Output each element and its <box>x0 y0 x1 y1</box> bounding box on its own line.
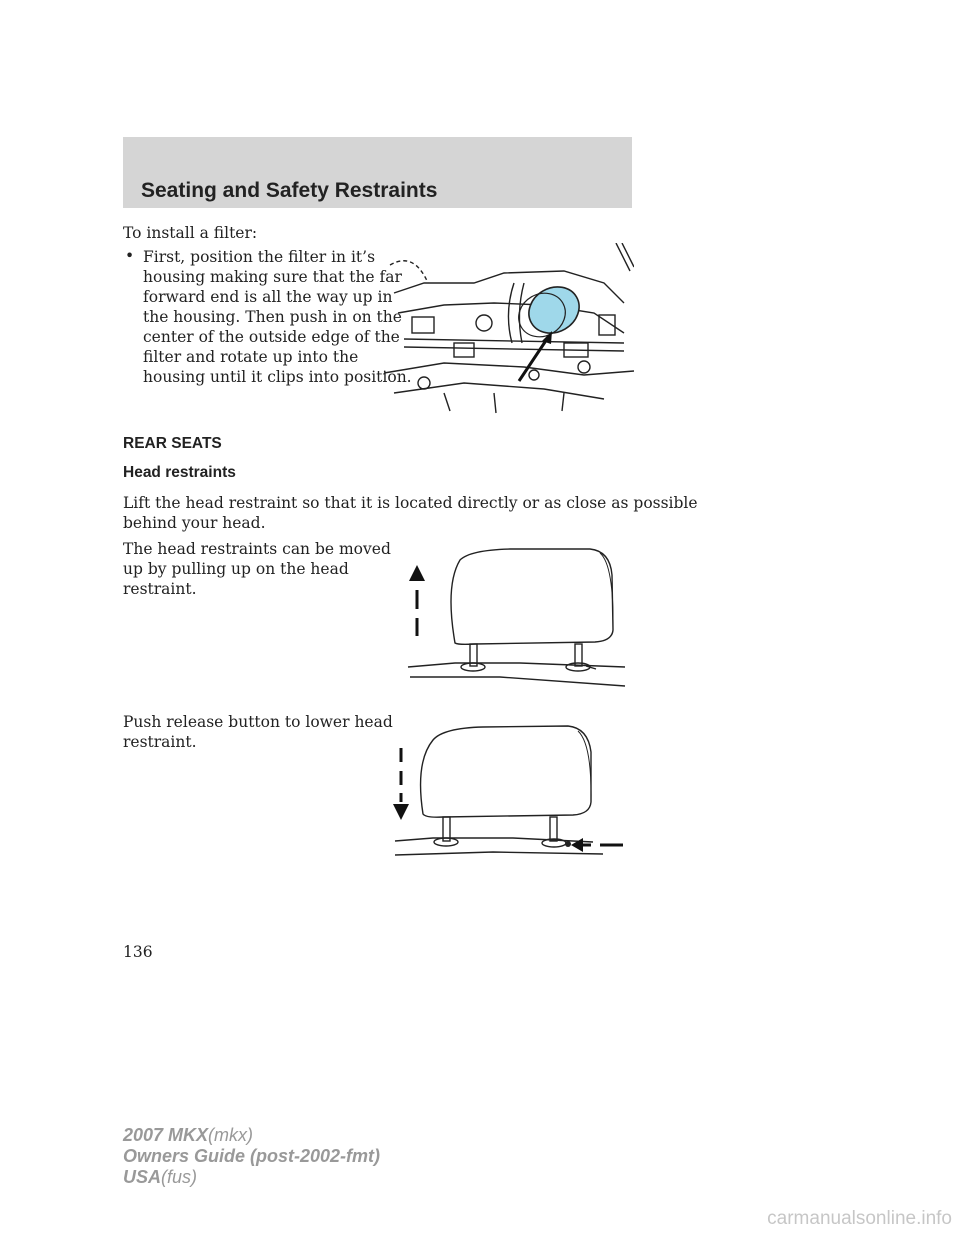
footer-market-code: (fus) <box>161 1167 198 1187</box>
footer-model-code: (mkx) <box>208 1125 254 1145</box>
install-bullet-text: First, position the filter in it’s housing making sure that the far forward end is all the way up in the housing. Then push in on the center of the outside edge of the filter and rotate up into the housing until it clips into position. <box>143 248 412 386</box>
head-restraints-subheading: Head restraints <box>123 464 236 481</box>
footer-model: 2007 MKX <box>123 1125 209 1145</box>
headrest-raise-illustration <box>400 545 632 690</box>
install-intro: To install a filter: <box>123 224 258 242</box>
footer-market: USA <box>123 1167 162 1187</box>
watermark: carmanualsonline.info <box>767 1208 952 1229</box>
footer-guide: Owners Guide (post-2002-fmt) <box>123 1146 381 1166</box>
lift-head-restraint-paragraph: Lift the head restraint so that it is located directly or as close as possible behind your head. <box>123 494 698 532</box>
page-number: 136 <box>123 943 153 961</box>
headrest-lower-illustration <box>393 722 628 862</box>
bullet-dot: • <box>125 247 135 265</box>
cabin-filter-illustration <box>384 243 634 415</box>
document-footer <box>123 1125 380 1188</box>
move-up-paragraph: The head restraints can be moved up by pulling up on the head restraint. <box>123 540 391 598</box>
section-header <box>123 137 632 208</box>
rear-seats-heading: REAR SEATS <box>123 435 222 452</box>
push-release-paragraph: Push release button to lower head restraint. <box>123 713 393 751</box>
section-title: Seating and Safety Restraints <box>141 179 438 202</box>
